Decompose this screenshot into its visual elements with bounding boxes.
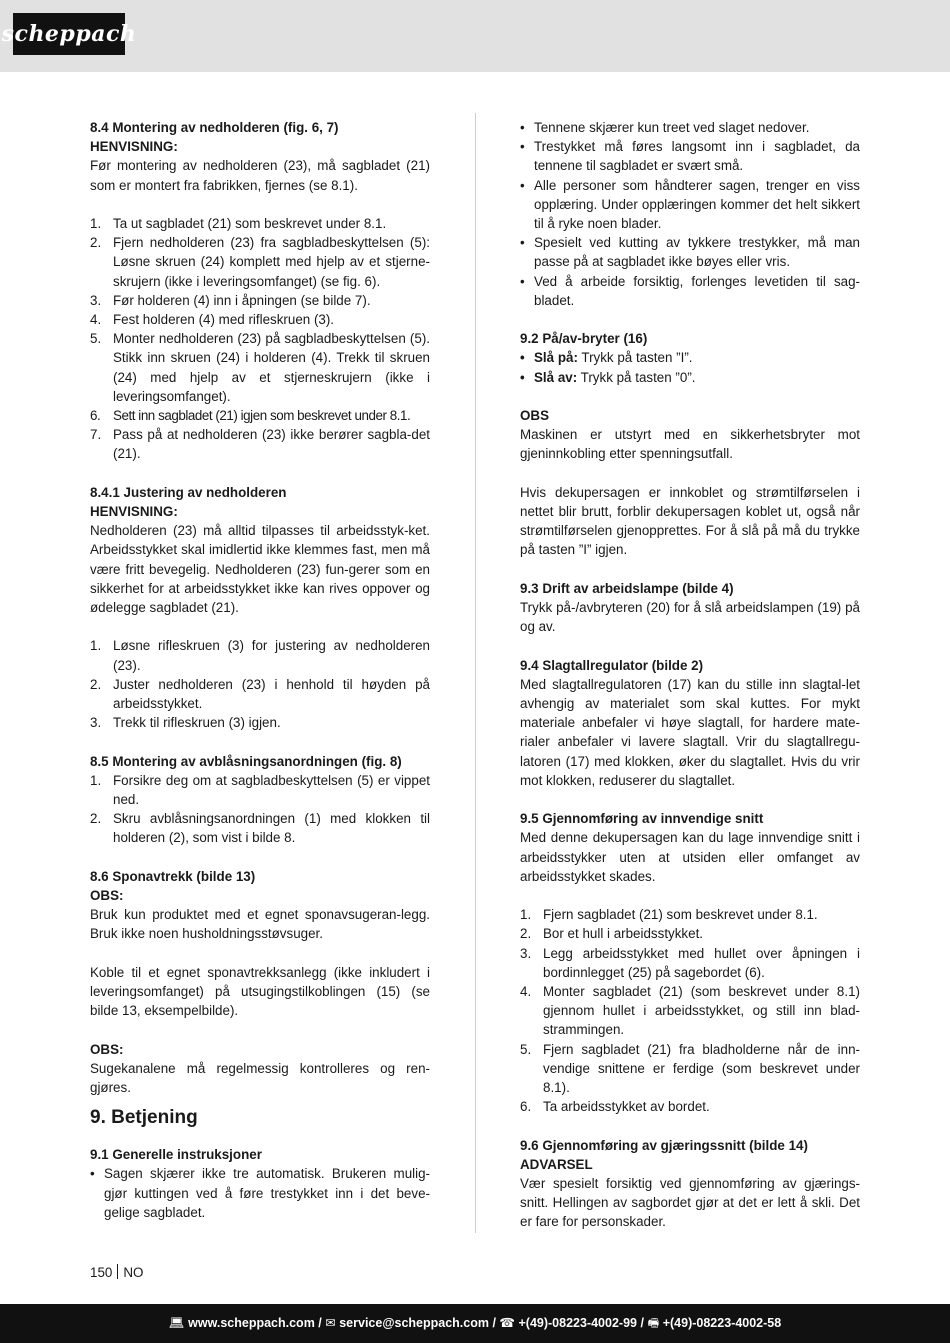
warning-label: ADVARSEL bbox=[520, 1156, 593, 1172]
section-title: 9.4 Slagtallregulator (bilde 2) bbox=[520, 657, 704, 673]
column-divider bbox=[475, 113, 476, 1233]
note-label: HENVISNING: bbox=[90, 504, 178, 520]
section-8-6 bbox=[90, 867, 430, 1097]
list-item: 2. Fjern nedholderen (23) fra sagbladbeskyttelsen (5): Løsne skruen (24) komplett med hjelp av et stjerne-skrujern (ikke i leveringsomfanget) (se fig. 6). bbox=[90, 235, 430, 289]
bullet-list bbox=[520, 348, 860, 386]
paragraph: Nedholderen (23) må alltid tilpasses til arbeidsstyk-ket. Arbeidsstykket skal imidlertid ikke klemmes fast, men må være fritt bevegelig. Nedholderen (23) fun-gerer som en sikkerhet for at arbeidsstykket ikke kan rives oppover og ødelegge sagbladet (21). bbox=[90, 523, 430, 616]
list-item: • Trestykket må føres langsomt inn i sagbladet, da tennene til sagbladet er svært små. bbox=[520, 139, 860, 174]
scheppach-logo bbox=[1, 13, 137, 55]
list-item: 2. Bor et hull i arbeidsstykket. bbox=[520, 926, 704, 942]
phone-number: +(49)-08223-4002-99 / bbox=[518, 1316, 644, 1330]
list-item: • Slå av: Trykk på tasten ”0”. bbox=[520, 369, 696, 385]
section-8-5 bbox=[90, 752, 430, 848]
language-code: NO bbox=[123, 1265, 144, 1280]
section-9-3 bbox=[520, 579, 860, 637]
paragraph: Med slagtallregulatoren (17) kan du stille inn slagtal-let avhengig av materialet som skal kuttes. For mykt materiale anbefaler vi høye slagtall, for hardere mate-rialer anbefaler vi lavere slagtall. Vrir du slagtallregu-latoren (17) med klokken, øker du slagtallet. Hvis du vrir mot klokken, reduserer du slagtallet. bbox=[520, 676, 860, 788]
section-title: 8.4 Montering av nedholderen (fig. 6, 7) bbox=[90, 120, 339, 135]
section-9-2 bbox=[520, 329, 860, 559]
page-number-value: 150 bbox=[90, 1265, 113, 1280]
paragraph: Koble til et egnet sponavtrekksanlegg (ikke inkludert i leveringsomfanget) på utsugingstilkoblingen (15) (se bilde 13, eksempelbilde). bbox=[90, 964, 430, 1019]
note-label: HENVISNING: bbox=[90, 139, 178, 155]
section-8-4-1 bbox=[90, 483, 430, 733]
list-item: 1. Fjern sagbladet (21) som beskrevet under 8.1. bbox=[520, 907, 818, 923]
section-9-5 bbox=[520, 809, 860, 1116]
fax-number: +(49)-08223-4002-58 bbox=[662, 1316, 782, 1330]
list-item: 3. Legg arbeidsstykket med hullet over åpningen i bordinnlegget (25) på sagebordet (6). bbox=[520, 945, 860, 980]
email-link[interactable]: service@scheppach.com / bbox=[339, 1316, 496, 1330]
list-item: 5. Monter nedholderen (23) på sagbladbeskyttelsen (5). Stikk inn skruen (24) i holderen (4). Trekk til skruen (24) med hjelp av et stjerneskrujern (ikke i leveringsomfanget). bbox=[90, 331, 430, 404]
section-8-4 bbox=[90, 118, 430, 464]
chapter-heading: 9. Betjening bbox=[90, 1107, 198, 1129]
section-9-1 bbox=[90, 1145, 430, 1222]
list-item: 1. Ta ut sagbladet (21) som beskrevet under 8.1. bbox=[90, 216, 387, 231]
section-title: 9.2 På/av-bryter (16) bbox=[520, 331, 648, 347]
phone-icon: ☎︎ bbox=[499, 1316, 515, 1330]
section-9-6 bbox=[520, 1136, 860, 1232]
logo-text: scheppach bbox=[1, 21, 137, 47]
section-title: 8.6 Sponavtrekk (bilde 13) bbox=[90, 868, 256, 884]
note-label: OBS: bbox=[90, 888, 124, 904]
step-list bbox=[90, 771, 430, 848]
step-list bbox=[90, 214, 430, 464]
list-item: 6. Ta arbeidsstykket av bordet. bbox=[520, 1099, 710, 1115]
list-item: 5. Fjern sagbladet (21) fra bladholderne når de inn-vendige snittene er ferdige (som beskrevet under 8.1). bbox=[520, 1041, 860, 1096]
list-item: 3. Trekk til rifleskruen (3) igjen. bbox=[90, 715, 281, 731]
paragraph: Vær spesielt forsiktig ved gjennomføring av gjærings-snitt. Hellingen av sagbordet gjør at det er lett å skli. Det er fare for personskader. bbox=[520, 1176, 860, 1230]
list-item: 4. Fest holderen (4) med rifleskruen (3). bbox=[90, 312, 335, 328]
page-number bbox=[90, 1264, 143, 1280]
mail-icon: ✉︎ bbox=[325, 1316, 336, 1330]
section-title: 9.3 Drift av arbeidslampe (bilde 4) bbox=[520, 580, 734, 596]
right-column bbox=[520, 118, 860, 1232]
fax-icon: 🖷︎ bbox=[647, 1316, 660, 1330]
list-item: • Ved å arbeide forsiktig, forlenges levetiden til sag-bladet. bbox=[520, 273, 860, 308]
left-column bbox=[90, 118, 430, 1222]
list-item: • Sagen skjærer ikke tre automatisk. Brukeren mulig-gjør kuttingen ved å føre trestykket inn i det beve-gelige sagbladet. bbox=[90, 1166, 430, 1220]
list-item: • Tennene skjærer kun treet ved slaget nedover. bbox=[520, 120, 810, 135]
step-list bbox=[90, 636, 430, 732]
paragraph: Trykk på-/avbryteren (20) for å slå arbeidslampen (19) på og av. bbox=[520, 600, 860, 635]
list-item: 7. Pass på at nedholderen (23) ikke berører sagbla-det (21). bbox=[90, 427, 430, 462]
bullet-list bbox=[90, 1164, 430, 1222]
section-title: 8.4.1 Justering av nedholderen bbox=[90, 484, 287, 500]
website-link[interactable]: www.scheppach.com / bbox=[188, 1316, 322, 1330]
section-title: 9.6 Gjennomføring av gjæringssnitt (bilde 14) bbox=[520, 1137, 808, 1153]
section-title: 9.1 Generelle instruksjoner bbox=[90, 1147, 262, 1163]
bullet-list bbox=[520, 118, 860, 310]
list-item: 1. Løsne rifleskruen (3) for justering av nedholderen (23). bbox=[90, 638, 430, 673]
list-item: 2. Skru avblåsningsanordningen (1) med klokken til holderen (2), som vist i bilde 8. bbox=[90, 811, 430, 846]
list-item: 4. Monter sagbladet (21) (som beskrevet under 8.1) gjennom hullet i arbeidsstykket, og still inn blad-strammingen. bbox=[520, 984, 860, 1038]
bullets-continued bbox=[520, 118, 860, 310]
section-title: 8.5 Montering av avblåsningsanordningen (fig. 8) bbox=[90, 753, 402, 769]
paragraph: Sugekanalene må regelmessig kontrolleres og ren-gjøres. bbox=[90, 1060, 430, 1096]
note-label: OBS bbox=[520, 408, 550, 424]
section-title: 9.5 Gjennomføring av innvendige snitt bbox=[520, 811, 764, 827]
list-item: 2. Juster nedholderen (23) i henhold til høyden på arbeidsstykket. bbox=[90, 676, 430, 712]
list-item: • Slå på: Trykk på tasten ”I”. bbox=[520, 350, 693, 366]
section-9-4 bbox=[520, 656, 860, 790]
paragraph: Før montering av nedholderen (23), må sagbladet (21) som er montert fra fabrikken, fjernes (se 8.1). bbox=[90, 158, 430, 193]
list-item: 3. Før holderen (4) inn i åpningen (se bilde 7). bbox=[90, 292, 371, 308]
list-item: • Spesielt ved kutting av tykkere trestykker, må man passe på at sagbladet ikke bøyes eller vris. bbox=[520, 235, 860, 270]
list-item: • Alle personer som håndterer sagen, trenger en viss opplæring. Under opplæringen kommer det helt sikkert til å ryke noen blader. bbox=[520, 177, 860, 232]
step-list bbox=[520, 905, 860, 1116]
list-item: 1. Forsikre deg om at sagbladbeskyttelsen (5) er vippet ned. bbox=[90, 772, 430, 808]
paragraph: Maskinen er utstyrt med en sikkerhetsbryter mot gjeninnkobling etter spenningsutfall. bbox=[520, 427, 860, 462]
header-band bbox=[0, 0, 950, 72]
note-label: OBS: bbox=[90, 1041, 124, 1057]
paragraph: Hvis dekupersagen er innkoblet og strømtilførselen i nettet blir brutt, forblir dekupersagen koblet ut, også når strømtilførselen gjenopprettes. For å slå på må du trykke på tasten ”I” igjen. bbox=[520, 484, 860, 558]
computer-icon: 💻︎ bbox=[168, 1316, 185, 1330]
footer-contact bbox=[0, 1314, 950, 1335]
paragraph: Bruk kun produktet med et egnet sponavsugeran-legg. Bruk ikke noen husholdningsstøvsuger. bbox=[90, 907, 430, 942]
paragraph: Med denne dekupersagen kan du lage innvendige snitt i arbeidsstykker uten at utsiden eller omfanget av arbeidsstykket skades. bbox=[520, 830, 860, 884]
list-item: 6. Sett inn sagbladet (21) igjen som beskrevet under 8.1. bbox=[90, 408, 411, 424]
